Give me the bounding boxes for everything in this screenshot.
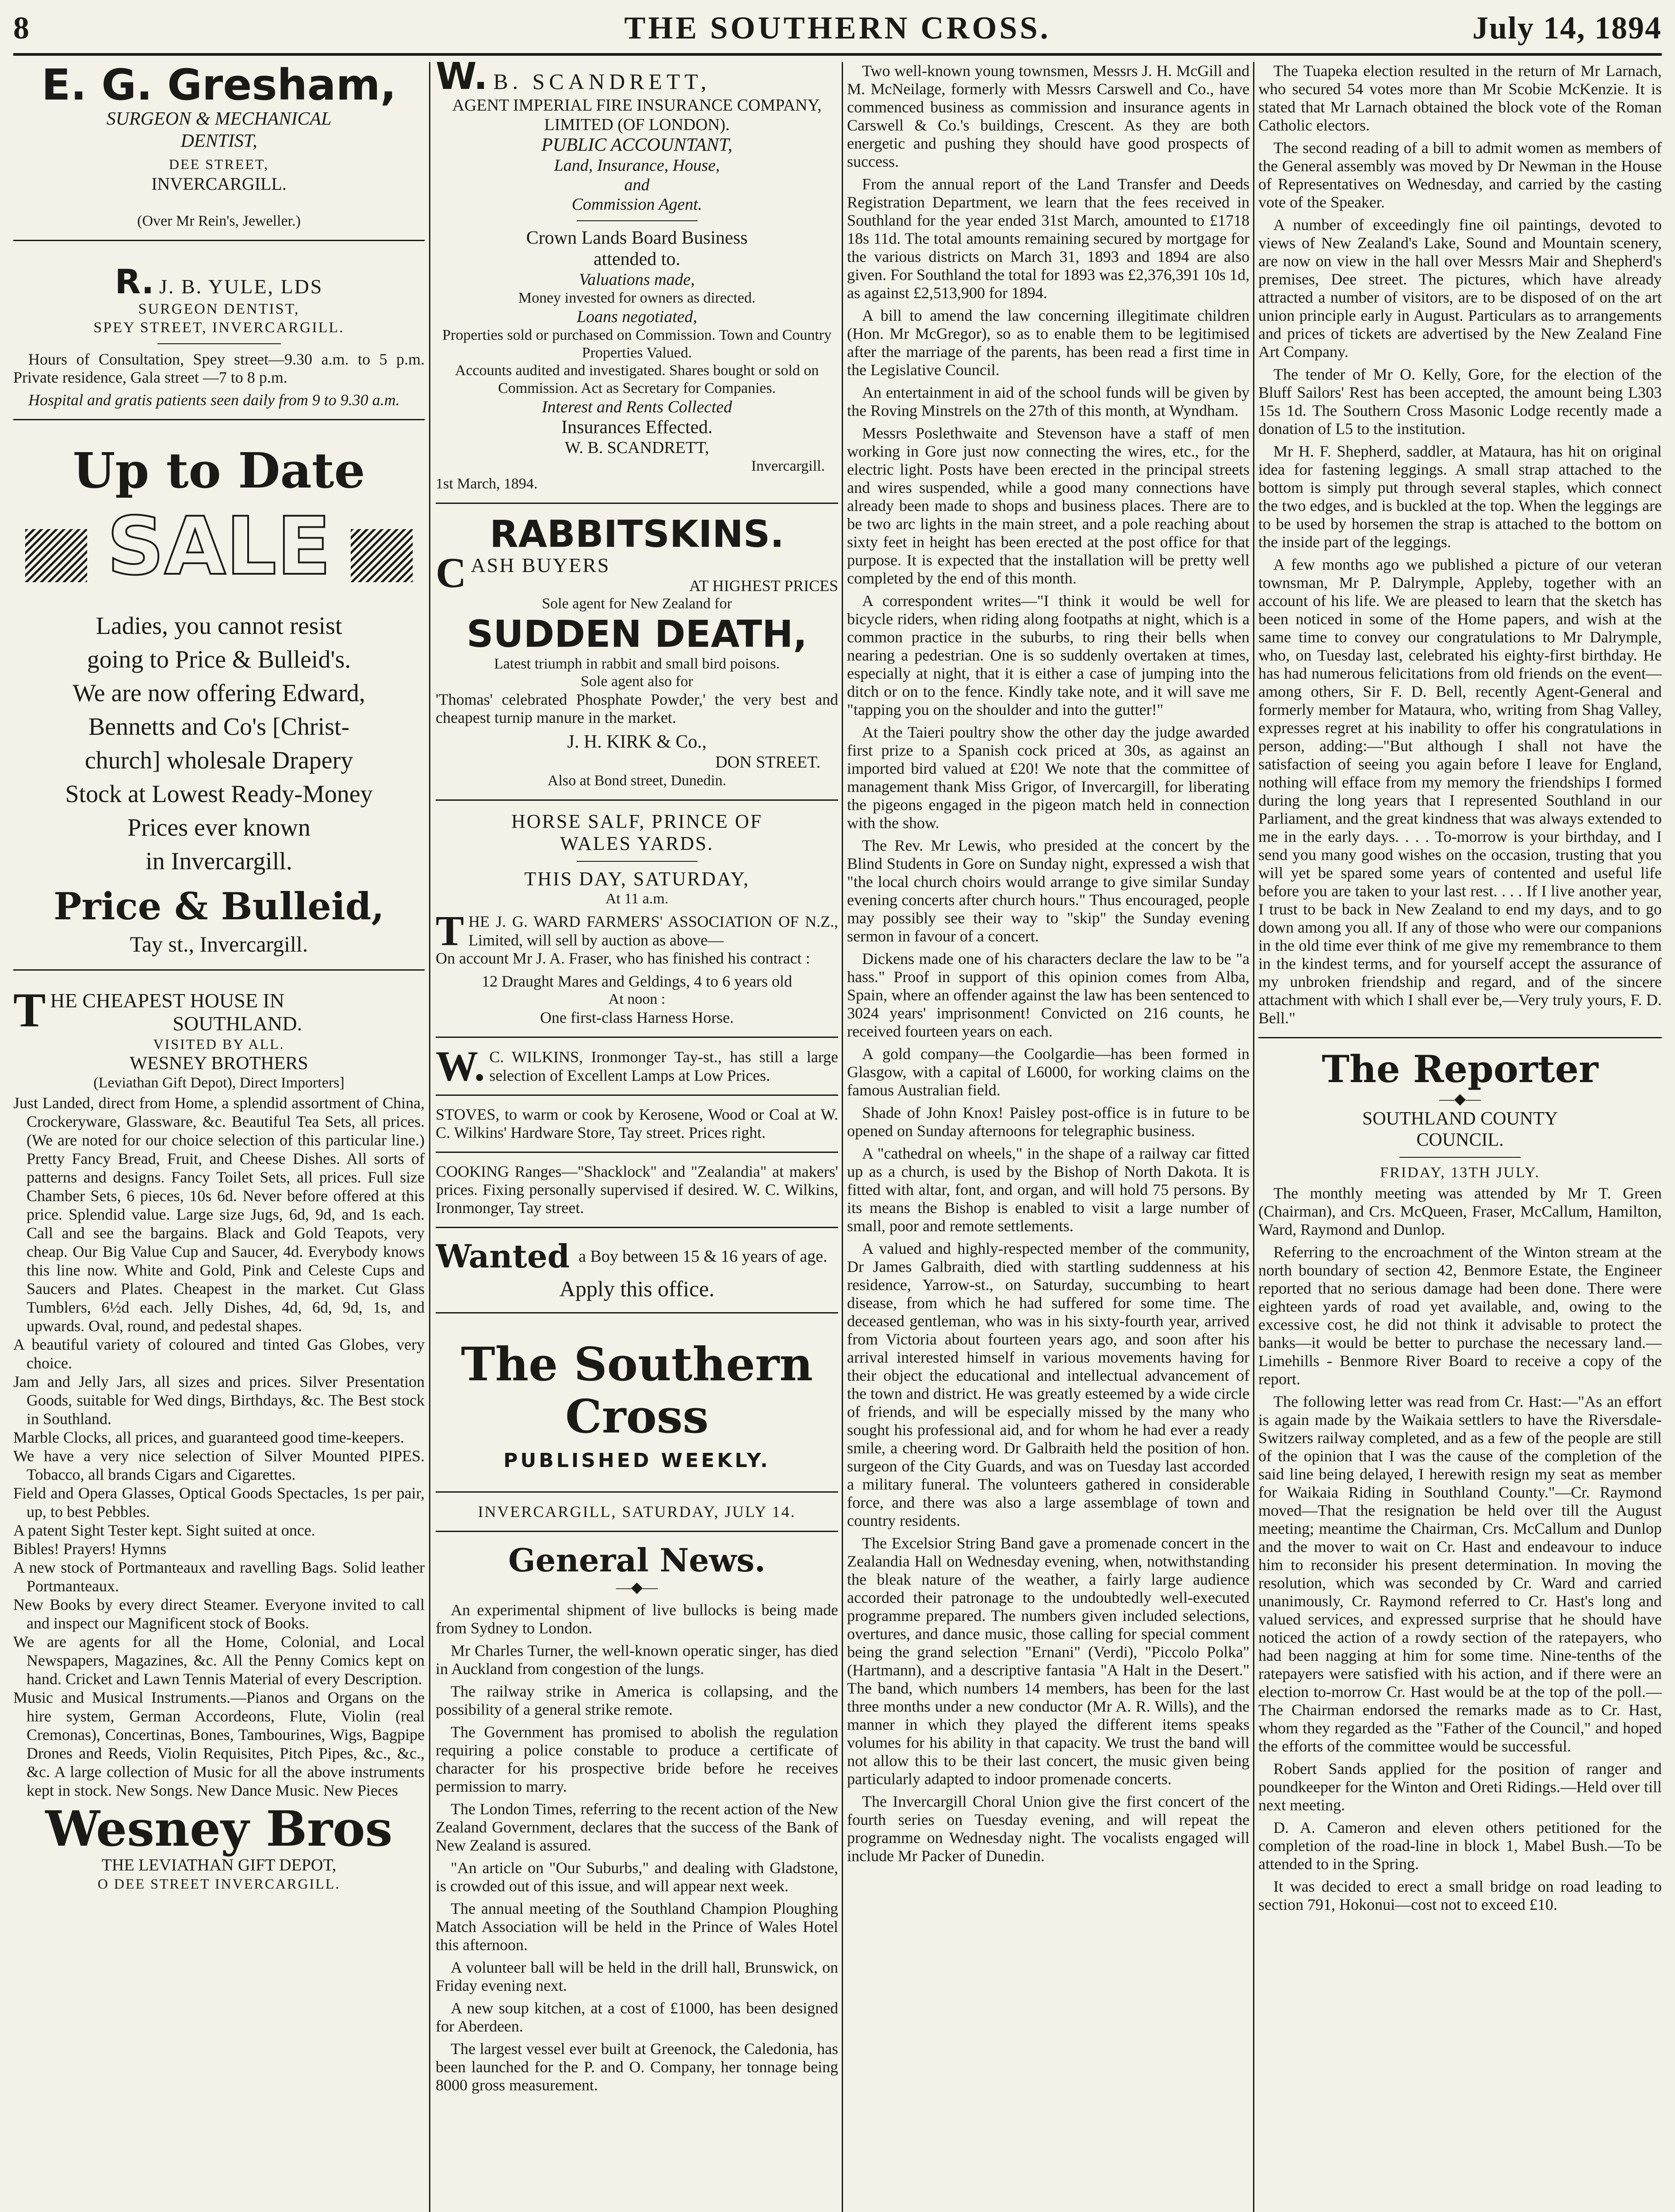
sale-line: Stock at Lowest Ready-Money [65, 780, 373, 808]
horse-sale-advert [436, 810, 838, 1027]
yule-advert [13, 251, 425, 409]
news-paragraph: Mr H. F. Shepherd, saddler, at Mataura, has hit on original idea for fastening leggings. A small strap attached to the bottom is simply put through several staples, which connect the two edges, and is buckled at the top. When the leggings are to be used by horsemen the strap is attached to the bottom on the inside part of the leggings. [1258, 442, 1662, 551]
divider [436, 1037, 838, 1038]
news-item: "An article on "Our Suburbs," and dealing with Gladstone, is crowded out of this issue, and will appear next week. [436, 1859, 838, 1895]
news-item: The railway strike in America is collapsing, and the possibility of a general strike remote. [436, 1682, 838, 1718]
gresham-street: DEE STREET, [169, 156, 269, 172]
sale-line: Ladies, you cannot resist [96, 612, 342, 640]
news-item: The largest vessel ever built at Greenock, the Caledonia, has been launched for the P. and O. Company, her tonnage being 8000 gross measurement. [436, 2040, 838, 2094]
yule-hospital: Hospital and gratis patients seen daily from 9 to 9.30 a.m. [28, 391, 400, 409]
divider [1399, 1157, 1521, 1158]
horse-day: THIS DAY, SATURDAY, [524, 868, 750, 890]
rabbitskins-headline: RABBITSKINS. [490, 512, 784, 556]
news-paragraph: A bill to amend the law concerning illegitimate children (Hon. Mr McGregor), so as to enable them to be legitimised after the marriage of the parents, has been read a first time in the Legislative Council. [847, 307, 1250, 379]
scandrett-agent: AGENT IMPERIAL FIRE INSURANCE COMPANY, LIMITED (OF LONDON). [452, 96, 822, 134]
horse-noon: At noon : [608, 991, 666, 1007]
news-paragraph: A number of exceedingly fine oil paintings, devoted to views of New Zealand's Lake, Sound and Mountain scenery, are now on view in the hall over Messrs Mair and Shepherd's premises, Dee street. The pictures, which have already attracted a number of visitors, are to be disposed of on the art union principle early in August. Particulars as to arrangements and prices of tickets are advertised by the New Zealand Fine Art Company. [1258, 216, 1662, 361]
horse-account: On account Mr J. A. Fraser, who has finished his contract : [436, 949, 810, 967]
divider [577, 861, 698, 862]
wesney-logo: Wesney Bros [45, 1800, 393, 1857]
column-rule [429, 62, 430, 2212]
divider [13, 240, 425, 241]
column-rule [1253, 62, 1254, 2212]
yule-name: J. B. YULE, LDS [159, 275, 323, 298]
horse-dropcap: T [436, 907, 464, 954]
rabbit-thomas: 'Thomas' celebrated Phosphate Powder,' the very best and cheapest turnip manure in the market. [436, 691, 838, 726]
wesney-sub: (Leviathan Gift Depot), Direct Importers] [93, 1075, 345, 1091]
gresham-title: SURGEON & MECHANICAL [106, 109, 332, 129]
rabbit-also: Also at Bond street, Dunedin. [547, 772, 727, 789]
ornament-left [25, 529, 87, 582]
wesney-foot-2: O DEE STREET INVERCARGILL. [97, 1876, 341, 1892]
ornament-right [351, 529, 413, 582]
scandrett-signature: W. B. SCANDRETT, [564, 438, 709, 457]
wesney-item: Bibles! Prayers! Hymns [13, 1540, 166, 1558]
column-3 [847, 62, 1250, 2212]
divider [436, 1152, 838, 1153]
horse-head: HORSE SALF, PRINCE OF [511, 810, 763, 832]
news-item: Mr Charles Turner, the well-known operatic singer, has died in Auckland from congestion of the lungs. [436, 1642, 838, 1678]
news-paragraph: The Tuapeka election resulted in the return of Mr Larnach, who secured 54 votes more than Mr Scobie McKenzie. It is stated that Mr Larnach obtained the block vote of the Roman Catholic electors. [1258, 62, 1662, 134]
column-2 [436, 62, 838, 2212]
rabbit-dropcap: C [436, 549, 467, 596]
wesney-item: Music and Musical Instruments.—Pianos and Organs on the hire system, German Accordeons, Flute, Violin (real Cremonas), Concertinas, Bones, Tambourines, Wigs, Bagpipe Drones and Reeds, Violin Requisites, Pitch Pipes, &c., &c., &c. A large collection of Music for all the above instruments kept in stock. New Songs. New Dance Music. New Pieces [13, 1689, 425, 1799]
sale-heading: Up to Date [73, 442, 365, 499]
scandrett-crown: Crown Lands Board Business [526, 228, 748, 248]
rabbit-buyers: ASH BUYERS [471, 554, 610, 576]
sale-line: We are now offering Edward, [73, 680, 365, 707]
sale-line: church] wholesale Drapery [84, 747, 353, 774]
sale-line: going to Price & Bulleid's. [87, 646, 351, 673]
wilkins-advert [436, 1042, 838, 1217]
rabbit-sole-2: Sole agent also for [581, 673, 693, 690]
sudden-death-headline: SUDDEN DEATH, [466, 612, 808, 656]
horse-head-2: WALES YARDS. [560, 833, 714, 854]
wesney-item: We are agents for all the Home, Colonial, and Local Newspapers, Magazines, &c. All the Penny Comics kept on hand. Cricket and Lawn Tennis Material of every Description. [13, 1633, 425, 1688]
scandrett-town: Invercargill. [751, 458, 825, 474]
news-paragraph: An entertainment in aid of the school funds will be given by the Roving Minstrels on the 27th of this month, at Wyndham. [847, 384, 1250, 419]
scandrett-line: and [624, 176, 650, 194]
scandrett-pa: PUBLIC ACCOUNTANT, [541, 135, 732, 155]
wesney-item: Jam and Jelly Jars, all sizes and prices. Silver Presentation Goods, suitable for Wed dings, Birthdays, &c. The Best stock in Southland. [13, 1373, 425, 1428]
gresham-note: (Over Mr Rein's, Jeweller.) [137, 213, 301, 229]
divider [13, 969, 425, 971]
reporter-dateline: FRIDAY, 13TH JULY. [1380, 1164, 1540, 1181]
rabbit-latest: Latest triumph in rabbit and small bird poisons. [494, 656, 780, 672]
news-item: The annual meeting of the Southland Champion Ploughing Match Association will be held in the Prince of Wales Hotel this afternoon. [436, 1900, 838, 1954]
wilkins-stoves: STOVES, to warm or cook by Kerosene, Wood or Coal at W. C. Wilkins' Hardware Store, Tay street. Prices right. [436, 1106, 838, 1141]
news-paragraph: A valued and highly-respected member of the community, Dr James Galbraith, died with startling suddenness at his residence, Yarrow-st., on Saturday, succumbing to heart disease, from which he had suffered for some time. The deceased gentleman, who was in his sixty-fourth year, arrived from Victoria about fourteen years ago, and soon after his arrival interested himself in various movements having for their object the educational and intellectual advancement of the town and district. He was greatly esteemed by a wide circle of friends, and will be especially missed by the many who sought his professional aid, and for whom he had ever a ready smile, a cheering word. Dr Galbraith held the position of hon. surgeon of the City Guards, and was on Tuesday last accorded a military funeral. The volunteers gathered in considerable force, and there was also a large assemblage of town and country residents. [847, 1240, 1250, 1529]
column-1 [13, 62, 425, 2212]
published-weekly: PUBLISHED WEEKLY. [503, 1449, 770, 1472]
wesney-dropcap: T [13, 983, 46, 1037]
divider [436, 1227, 838, 1228]
news-paragraph: A few months ago we published a picture of our veteran townsman, Mr P. Dalrymple, Appleby, together with an account of his life. We are pleased to learn that the sketch has been noticed in some of the Home papers, and wish at the same time to convey our congratulations to Mr Dalrymple, who, on Tuesday last, celebrated his eighty-first birthday. He has had numerous felicitations from old friends on the event—among others, Sir F. D. Bell, recently Agent-General and formerly member for Mataura, who, writing from Shag Valley, expresses regret at his inability to offer his congratulations in person, adding:—"But although I shall not have the satisfaction of seeing you again before I leave for England, nothing will efface from my memory the friendships I formed during the long years that I represented Southland in our Parliament, and the great kindness that was always extended to me in the early days. . . . To-morrow is your birthday, and I send you many good wishes on the occasion, trusting that you will yet be spared some years of contented and useful life before you are taken to your last rest. . . . If I live another year, I trust to be back in New Zealand to end my days, and to go down among you all. If any of those who were our companions in the old time ever think of me give my remembrance to them in the kindest terms, and for yourself accept the assurance of my unbroken friendship and regard, and of the sincere attachment with which I shall ever be,—Very truly yours, F. D. Bell." [1258, 556, 1662, 1027]
wilkins-dropcap: W. [436, 1042, 485, 1090]
wesney-item: We have a very nice selection of Silver Mounted PIPES. Tobacco, all brands Cigars and Cigarettes. [13, 1447, 425, 1483]
paper-nameplate [436, 1323, 838, 1482]
divider [436, 1312, 838, 1313]
reporter-section [1258, 1048, 1662, 1914]
scandrett-accounts: Accounts audited and investigated. Shares bought or sold on Commission. Act as Secretary for Companies. [455, 362, 819, 396]
news-item: A volunteer ball will be held in the drill hall, Brunswick, on Friday evening next. [436, 1959, 838, 1994]
page-number: 8 [13, 10, 30, 46]
divider [1258, 1037, 1662, 1038]
scandrett-crown-2: attended to. [594, 249, 680, 269]
column-rule [842, 62, 843, 2212]
sale-line: Prices ever known [127, 814, 310, 841]
news-paragraph: The monthly meeting was attended by Mr T. Green (Chairman), and Crs. McQueen, Fraser, McCallum, Hamilton, Ward, Raymond and Dunlop. [1258, 1184, 1662, 1238]
rabbit-firm: J. H. KIRK & Co., [567, 732, 707, 752]
news-paragraph: From the annual report of the Land Transfer and Deeds Registration Department, we learn that the fees received in Southland for the year ended 31st March, amounted to £1718 18s 11d. The total amounts remaining secured by mortgage for the various districts on March 31, 1893 and 1894 are also given. For Southland the total for 1893 was £2,376,391 10s 1d, as against £2,513,900 for 1894. [847, 175, 1250, 302]
sale-body [13, 609, 425, 878]
general-news [436, 1542, 838, 2094]
scandrett-date: 1st March, 1894. [436, 476, 538, 492]
news-paragraph: Two well-known young townsmen, Messrs J. H. McGill and M. McNeilage, formerly with Messrs Carswell and Co., have commenced business as commission and insurance agents in Carswell & Co.'s buildings, Crescent. As they are both energetic and pushing they should have good prospects of success. [847, 62, 1250, 170]
horse-mares: 12 Draught Mares and Geldings, 4 to 6 years old [482, 972, 792, 990]
divider [13, 419, 425, 420]
news-paragraph: A correspondent writes—"I think it would be well for bicycle riders, when riding along footpaths at night, which is a common practice in the suburbs, to ring their bells when nearing a pedestrian. One is so suddenly overtaken at times, especially at night, that it is either a case of jumping into the ditch or on to the fence. Kindly take note, and it will save me "tapping you on the shoulder and into the gutter!" [847, 592, 1250, 718]
gresham-town: INVERCARGILL. [151, 174, 287, 194]
news-paragraph: Shade of John Knox! Paisley post-office is in future to be opened on Sunday afternoons for telegraphic business. [847, 1104, 1250, 1140]
news-paragraph: A gold company—the Coolgardie—has been formed in Glasgow, with a capital of L6000, for working claims on the famous Australian field. [847, 1045, 1250, 1099]
wilkins-lamps: C. WILKINS, Ironmonger Tay-st., has still a large selection of Excellent Lamps at Low Prices. [489, 1048, 838, 1084]
scandrett-line: Commission Agent. [571, 195, 702, 214]
reporter-subheading-2: COUNCIL. [1416, 1130, 1504, 1150]
horse-harness: One first-class Harness Horse. [540, 1009, 734, 1026]
wesney-item: New Books by every direct Steamer. Everyone invited to call and inspect our Magnificent stock of Books. [13, 1596, 425, 1632]
news-paragraph: The Invercargill Choral Union give the first concert of the fourth series on Tuesday evening, and will repeat the programme on Wednesday night. The vocalists engaged will include Mr Packer of Dunedin. [847, 1793, 1250, 1865]
wesney-item: Marble Clocks, all prices, and guaranteed good time-keepers. [13, 1429, 404, 1446]
scandrett-insurances: Insurances Effected. [561, 417, 713, 438]
divider [436, 1531, 838, 1532]
wesney-item: Just Landed, direct from Home, a splendid assortment of China, Crockeryware, Glassware, &c. Beautiful Tea Sets, all prices. (We are noted for our choice selection of this particular line.) Pretty Fancy Bread, Fruit, and Cheese Dishes. All sorts of patterns and designs. Fancy Toilet Sets, all prices. Full size Chamber Sets, 6 pieces, 10s 6d. Never before offered at this price. Splendid value. Large size Jugs, 6d, 9d, and 1s each. Call and see the bargains. Black and Gold Teapots, very cheap. Our Big Value Cup and Saucer, 4d. Everybody knows this line now. White and Gold, Pink and Celeste Cups and Saucers and Plates. Cheapest in the market. Cut Glass Tumblers, 6½d each. Jelly Dishes, 4d, 6d, 9d, 1s, and upwards. Oval, round, and pedestal shapes. [13, 1094, 425, 1335]
sale-firm: Price & Bulleid, [54, 884, 384, 928]
sale-line: Bennetts and Co's [Christ- [88, 713, 350, 741]
wesney-item: A patent Sight Tester kept. Sight suited at once. [13, 1521, 315, 1539]
yule-address: SPEY STREET, INVERCARGILL. [93, 319, 345, 336]
divider [436, 503, 838, 504]
divider [436, 1094, 838, 1096]
wesney-advert [13, 980, 425, 1893]
scandrett-name: B. SCANDRETT, [493, 69, 711, 94]
reporter-heading: The Reporter [1322, 1047, 1598, 1091]
scandrett-loans: Loans negotiated, [576, 307, 698, 326]
rabbitskins-advert [436, 514, 838, 790]
news-paragraph: D. A. Cameron and eleven others petitioned for the completion of the road-line in block 1, Mabel Bush.—To be attended to in the Spring. [1258, 1819, 1662, 1873]
wesney-item: A beautiful variety of coloured and tinted Gas Globes, very choice. [13, 1336, 425, 1372]
scandrett-interest: Interest and Rents Collected [541, 398, 732, 416]
scandrett-line: Land, Insurance, House, [554, 156, 720, 175]
scandrett-props: Properties sold or purchased on Commission. Town and Country Properties Valued. [442, 327, 832, 361]
news-item: An experimental shipment of live bullocks is being made from Sydney to London. [436, 1601, 838, 1637]
reporter-subheading: SOUTHLAND COUNTY [1362, 1109, 1558, 1129]
scandrett-valuations: Valuations made, [579, 270, 695, 289]
yule-initial: R. [115, 262, 154, 301]
scandrett-money: Money invested for owners as directed. [518, 290, 756, 306]
rabbit-sole: Sole agent for New Zealand for [542, 595, 732, 612]
news-paragraph: The Rev. Mr Lewis, who presided at the concert by the Blind Students in Gore on Sunday night, expressed a wish that "the local church choirs would arrange to give similar Sunday evening concerts after church hours." Thus encouraged, people may possibly see their way to "skip" the Sunday evening sermon in favour of a concert. [847, 837, 1250, 945]
yule-hours: Hours of Consultation, Spey street—9.30 a.m. to 5 p.m. Private residence, Gala street —7 to 8 p.m. [13, 350, 425, 386]
gresham-advert [13, 62, 425, 230]
news-paragraph: Dickens made one of his characters declare the law to be "a hass." Proof in support of this opinion comes from Alba, Spain, where an offender against the law has been sentenced to 3024 years' imprisonment! Convicted on 216 counts, he received fourteen years on each. [847, 950, 1250, 1040]
ornament-diamond: —◆— [1439, 1091, 1481, 1107]
rabbit-street: DON STREET. [715, 753, 820, 772]
divider [157, 343, 281, 344]
horse-body: HE J. G. WARD FARMERS' ASSOCIATION OF N.Z., Limited, will sell by auction as above— [468, 913, 838, 949]
sale-word: SALE [107, 500, 331, 593]
divider [436, 1491, 838, 1493]
news-paragraph: The Excelsior String Band gave a promenade concert in the Zealandia Hall on Wednesday evening, when, notwithstanding the bleak nature of the weather, a fairly large audience accorded their patronage to the undoubtedly well-executed programme prepared. The numbers given included selections, overtures, and dance music, those calling for special comment being the grand selection "Ernani" (Verdi), "Piccolo Polka" (Hartmann), and a descriptive fantasia "A Halt in the Desert." The band, which numbers 14 members, has been for the last three months under a new conductor (Mr A. R. Wills), and the manner in which they played the different items speaks volumes for his ability in that capacity. We trust the band will not allow this to be their last concert, the music given being particularly adapted to indoor promenade concerts. [847, 1534, 1250, 1788]
wesney-item: Field and Opera Glasses, Optical Goods Spectacles, 1s per pair, up, to best Pebbles. [13, 1484, 425, 1521]
news-item: The Government has promised to abolish the regulation requiring a police constable to produce a certificate of character for his prospective bride before he receives permission to marry. [436, 1723, 838, 1795]
general-news-heading: General News. [508, 1541, 766, 1579]
issue-date: July 14, 1894 [1472, 10, 1662, 46]
gresham-title-2: DENTIST, [180, 131, 257, 151]
news-paragraph: It was decided to erect a small bridge on road leading to section 791, Hokonui—cost not to exceed £10. [1258, 1878, 1662, 1913]
wesney-items [13, 1094, 425, 1800]
wesney-firm: WESNEY BROTHERS [130, 1053, 308, 1074]
news-item: The London Times, referring to the recent action of the New Zealand Government, declares that the success of the Bank of New Zealand is assured. [436, 1800, 838, 1854]
wesney-head: HE CHEAPEST HOUSE IN [50, 989, 284, 1012]
horse-time: At 11 a.m. [605, 891, 669, 907]
news-paragraph: The following letter was read from Cr. Hast:—"As an effort is again made by the Waikaia settlers to have the Riversdale-Switzers railway completed, and as a few of the people are still of the opinion that I was the cause of the completion of the said line being delayed, I herewith resign my seat as member for Waikaia Riding in Southland County."—Cr. Raymond moved—That the resignation be held over till the August meeting; meantime the Chairman, Crs. McCallum and Dunlop and the mover to wait on Cr. Hast and endeavour to induce him to reconsider his present determination. In moving the resolution, which was seconded by Cr. Ward and carried unanimously, Cr. Raymond referred to Cr. Hast's long and valued services, and expressed surprise that he should have noticed the action of a rowdy section of the ratepayers, who had been nagging at him for some time. Nine-tenths of the ratepayers were satisfied with his action, and if there were an election to-morrow Cr. Hast would be at the top of the poll.—The Chairman endorsed the remarks made as to Cr. Hast, whom they regarded as the "Father of the Council," and hoped the efforts of the committee would be successful. [1258, 1393, 1662, 1755]
column-4 [1258, 62, 1662, 2212]
news-paragraph: A "cathedral on wheels," in the shape of a railway car fitted up as a church, is used by the Bishop of North Dakota. It is fitted with altar, font, and organ, and will hold 75 persons. By its means the Bishop is enabled to visit a large number of small, poor and remote settlements. [847, 1144, 1250, 1235]
wesney-head-2: SOUTHLAND. [172, 1012, 302, 1035]
news-paragraph: The tender of Mr O. Kelly, Gore, for the election of the Bluff Sailors' Rest has been accepted, the amount being L303 15s 1d. The Southern Cross Masonic Lodge recently made a donation of L5 to the institution. [1258, 365, 1662, 438]
sale-advert [13, 430, 425, 960]
news-paragraph: Robert Sands applied for the position of ranger and poundkeeper for the Winton and Oreti Ridings.—Held over till next meeting. [1258, 1760, 1662, 1814]
wilkins-cooking: COOKING Ranges—"Shacklock" and "Zealandia" at makers' prices. Fixing personally supervised if desired. W. C. Wilkins, Ironmonger, Tay street. [436, 1163, 838, 1217]
sale-line: in Invercargill. [146, 848, 292, 875]
divider [436, 799, 838, 801]
news-item: A new soup kitchen, at a cost of £1000, has been designed for Aberdeen. [436, 1999, 838, 2035]
wanted-word: Wanted [436, 1237, 570, 1275]
news-paragraph: Referring to the encroachment of the Winton stream at the north boundary of section 42, Benmore Estate, the Engineer reported that no serious damage had been done. There were eighteen yards of road yet available, and, owing to the excessive cost, he did not think it advisable to protect the banks—it would be better to purchase the necessary land.—Limehills - Benmore River Board to receive a copy of the report. [1258, 1243, 1662, 1388]
masthead [13, 4, 1662, 56]
scandrett-advert [436, 62, 838, 493]
ornament-diamond: —◆— [616, 1579, 658, 1596]
wesney-item: A new stock of Portmanteaux and ravelling Bags. Solid leather Portmanteaux. [13, 1559, 425, 1595]
wanted-apply: Apply this office. [559, 1276, 715, 1301]
gresham-name: E. G. Gresham, [41, 62, 397, 110]
news-paragraph: The second reading of a bill to admit women as members of the General assembly was moved by Dr Newman in the House of Representatives on Wednesday, and carried by the casting vote of the Speaker. [1258, 139, 1662, 211]
newspaper-title: THE SOUTHERN CROSS. [624, 10, 1051, 46]
yule-title: SURGEON DENTIST, [138, 301, 300, 317]
scandrett-initial: W. [436, 62, 488, 98]
rabbit-prices: AT HIGHEST PRICES [689, 577, 838, 595]
news-paragraph: At the Taieri poultry show the other day the judge awarded first prize to a Spanish cock priced at 30s, as against an imported bird valued at £20! We note that the committee of management thank Miss Grigor, of Invercargill, for liberating the pigeons engaged in the pigeon match held in connection with the show. [847, 723, 1250, 832]
wesney-visited: VISITED BY ALL. [153, 1036, 285, 1052]
divider [577, 220, 698, 221]
wanted-text: a Boy between 15 & 16 years of age. [579, 1247, 828, 1266]
sale-address: Tay st., Invercargill. [130, 932, 308, 956]
southern-cross-logo: The Southern Cross [461, 1337, 813, 1444]
wesney-foot: THE LEVIATHAN GIFT DEPOT, [101, 1856, 337, 1874]
issue-dateline: INVERCARGILL, SATURDAY, JULY 14. [478, 1503, 796, 1521]
wanted-advert [436, 1238, 838, 1302]
news-paragraph: Messrs Poslethwaite and Stevenson have a staff of men working in Gore just now connecting the wires, etc., for the electric light. Posts have been erected in the principal streets and wires suspended, while a good many connections have already been made to shops and business places. There are to be two arc lights in the main street, and a pole reaching about sixty feet in height has been erected at the post office for that purpose. It is expected that the installation will be pretty well completed by the end of this month. [847, 424, 1250, 587]
